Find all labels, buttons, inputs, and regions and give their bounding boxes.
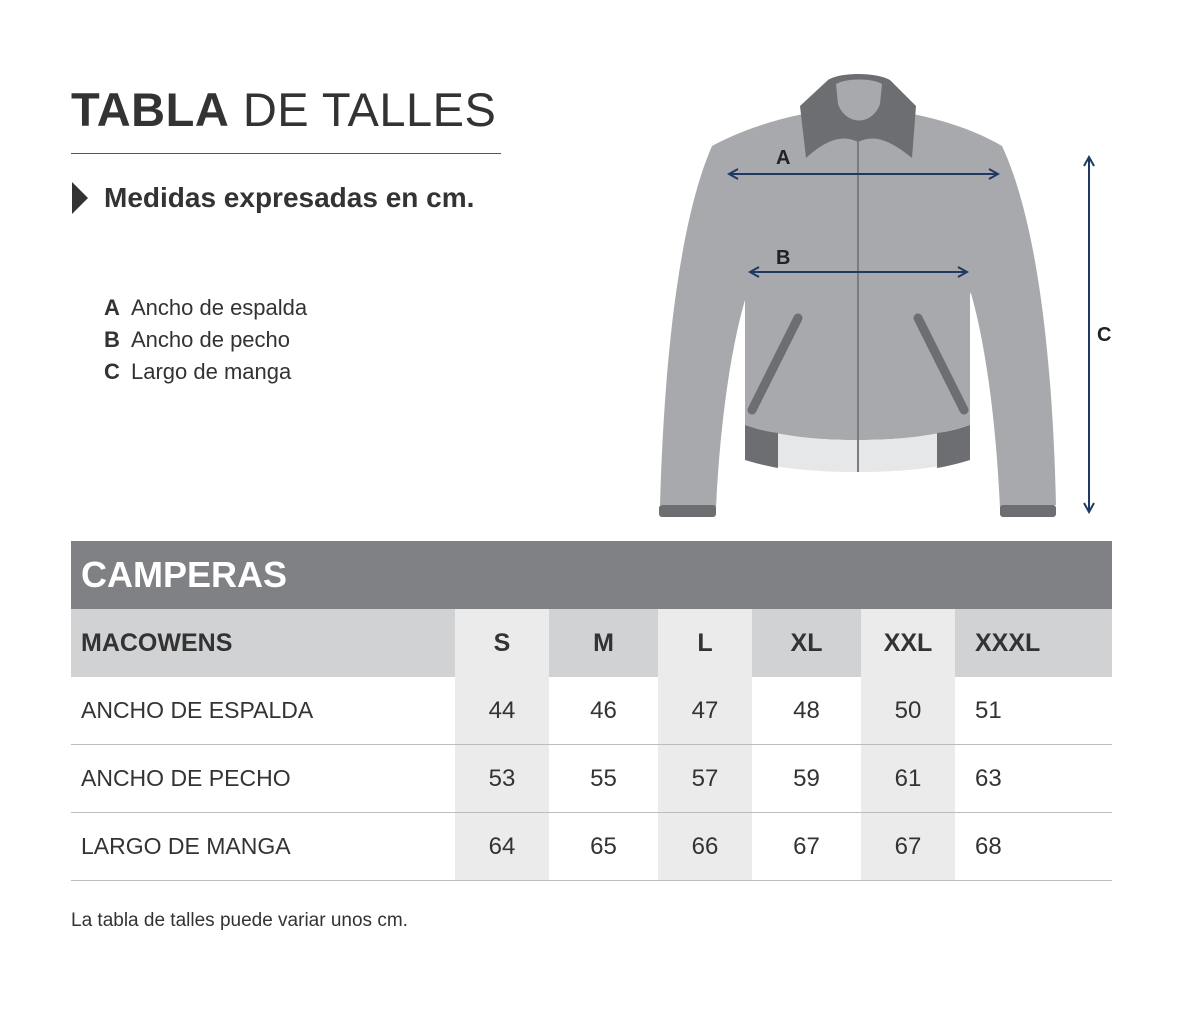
right-cuff [1000, 505, 1056, 517]
footer-note: La tabla de talles puede variar unos cm. [71, 910, 408, 931]
title-divider [71, 153, 501, 154]
page-title-bold: TABLA [71, 83, 230, 136]
legend-label: Ancho de espalda [131, 295, 308, 320]
table-cell: 66 [658, 813, 752, 880]
table-cell: 61 [861, 745, 955, 812]
table-section-title: CAMPERAS [71, 541, 1112, 609]
table-row [71, 813, 1112, 881]
size-table [71, 541, 1112, 881]
measure-a-label: A [776, 147, 791, 169]
table-row [71, 745, 1112, 813]
table-cell: 57 [658, 745, 752, 812]
size-header-m: M [593, 628, 614, 657]
size-header-l: L [658, 609, 752, 677]
measurement-legend [104, 292, 307, 388]
jacket-diagram [640, 72, 1140, 532]
table-cell: 51 [975, 696, 1002, 724]
table-row [71, 677, 1112, 745]
size-header-s: S [455, 609, 549, 677]
legend-item-a [104, 292, 307, 324]
table-cell: 59 [793, 764, 820, 792]
size-header-xl: XL [790, 628, 823, 657]
table-cell: 67 [793, 832, 820, 860]
table-cell: 63 [975, 764, 1002, 792]
legend-label: Ancho de pecho [131, 327, 291, 352]
measure-c-label: C [1097, 324, 1112, 346]
legend-key: A [104, 295, 120, 320]
table-cell: 68 [975, 832, 1002, 860]
table-cell: 48 [793, 696, 820, 724]
brand-header: MACOWENS [81, 628, 233, 657]
table-cell: 65 [590, 832, 617, 860]
row-label: ANCHO DE PECHO [81, 765, 291, 791]
table-cell: 44 [455, 677, 549, 744]
size-header-xxxl: XXXL [975, 628, 1041, 657]
legend-item-b [104, 324, 307, 356]
play-arrow-icon [72, 182, 88, 214]
size-header-xxl: XXL [861, 609, 955, 677]
row-label: LARGO DE MANGA [81, 833, 291, 859]
legend-label: Largo de manga [131, 359, 292, 384]
table-header-row [71, 609, 1112, 677]
table-cell: 67 [861, 813, 955, 880]
table-cell: 46 [590, 696, 617, 724]
table-cell: 55 [590, 764, 617, 792]
table-cell: 53 [455, 745, 549, 812]
legend-key: B [104, 327, 120, 352]
left-cuff [659, 505, 716, 517]
table-cell: 47 [658, 677, 752, 744]
page-title [71, 82, 496, 138]
legend-item-c [104, 356, 307, 388]
table-cell: 64 [455, 813, 549, 880]
page-title-rest: DE TALLES [229, 83, 497, 136]
legend-key: C [104, 359, 120, 384]
row-label: ANCHO DE ESPALDA [81, 697, 314, 723]
measure-b-label: B [776, 247, 791, 269]
table-cell: 50 [861, 677, 955, 744]
subtitle: Medidas expresadas en cm. [104, 182, 475, 213]
